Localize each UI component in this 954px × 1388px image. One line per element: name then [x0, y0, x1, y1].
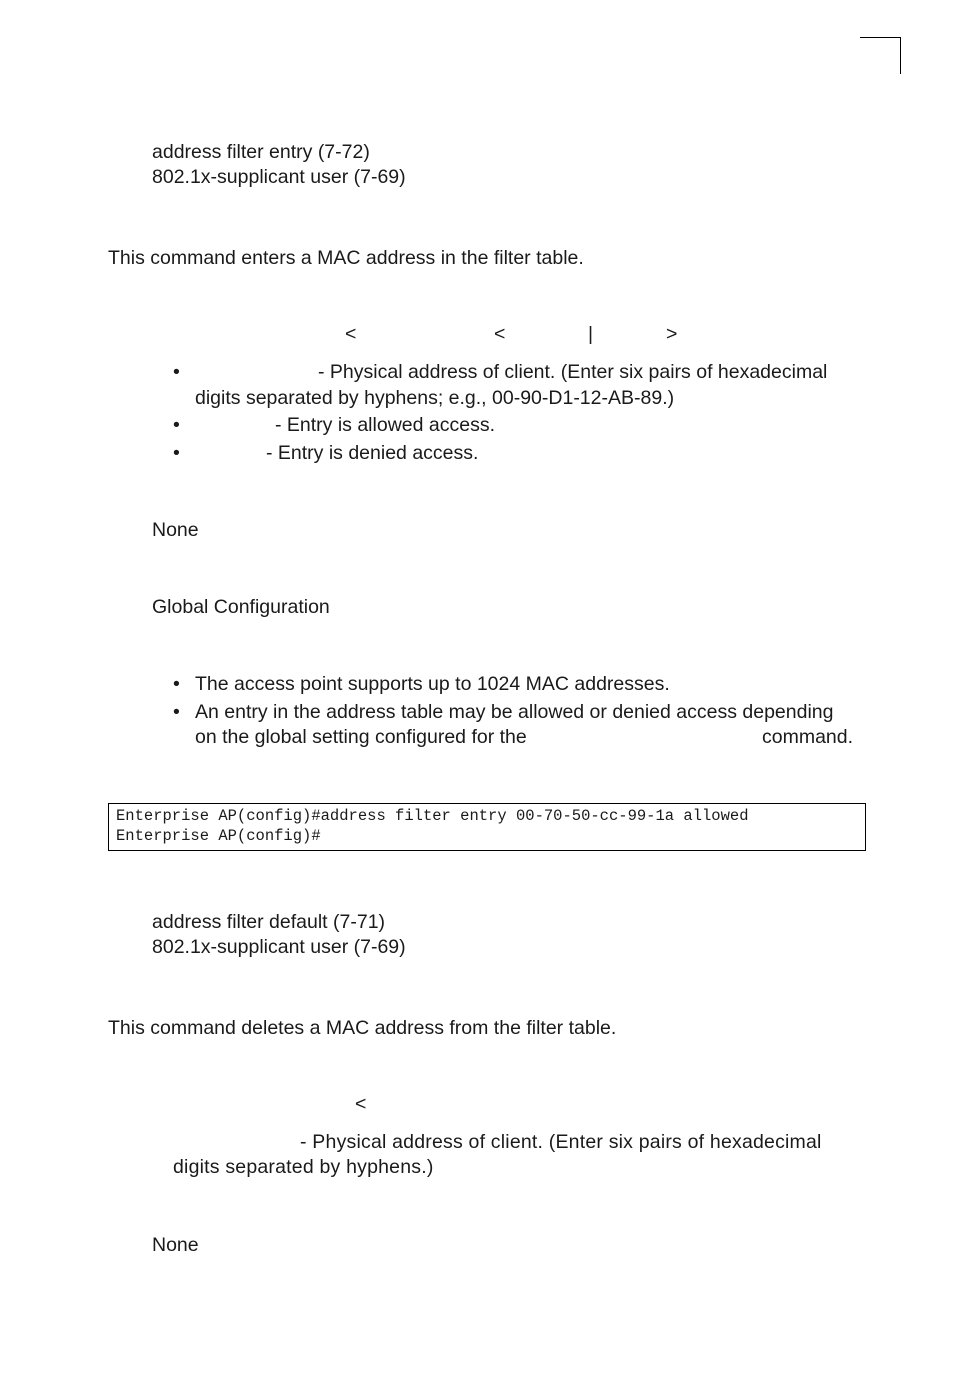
example-code-line: Enterprise AP(config)#address filter entry 00-70-50-cc-99-1a allowed — [116, 807, 749, 825]
bullet: • — [173, 701, 180, 723]
bullet: • — [173, 361, 180, 383]
syntax-pipe-symbol: | — [588, 323, 594, 345]
related-command-link[interactable]: address filter default (7-71) — [152, 911, 386, 933]
syntax-lt-symbol: < — [494, 323, 506, 345]
usage-guideline-continued: on the global setting configured for the — [195, 726, 527, 748]
related-command-link[interactable]: address filter entry (7-72) — [152, 141, 370, 163]
command-mode: Global Configuration — [152, 596, 330, 618]
parameter-description: - Entry is denied access. — [266, 442, 479, 464]
command-description: This command deletes a MAC address from the filter table. — [108, 1017, 617, 1039]
syntax-lt-symbol: < — [355, 1093, 367, 1115]
command-description: This command enters a MAC address in the filter table. — [108, 247, 584, 269]
example-code-line: Enterprise AP(config)# — [116, 827, 321, 845]
page-corner-mark-horizontal — [860, 37, 901, 38]
usage-guideline-continued: command. — [762, 726, 854, 748]
parameter-description: - Physical address of client. (Enter six pairs of hexadecimal — [300, 1131, 822, 1153]
related-command-link[interactable]: 802.1x-supplicant user (7-69) — [152, 166, 406, 188]
default-setting: None — [152, 1234, 199, 1256]
page-corner-mark-vertical — [900, 37, 901, 74]
bullet: • — [173, 442, 180, 464]
bullet: • — [173, 414, 180, 436]
parameter-description-continued: digits separated by hyphens.) — [173, 1156, 434, 1178]
syntax-gt-symbol: > — [666, 323, 678, 345]
parameter-description: - Entry is allowed access. — [275, 414, 495, 436]
default-setting: None — [152, 519, 199, 541]
related-command-link[interactable]: 802.1x-supplicant user (7-69) — [152, 936, 406, 958]
usage-guideline: The access point supports up to 1024 MAC addresses. — [195, 673, 670, 695]
syntax-lt-symbol: < — [345, 323, 357, 345]
usage-guideline: An entry in the address table may be allowed or denied access depending — [195, 701, 834, 723]
parameter-description: - Physical address of client. (Enter six pairs of hexadecimal — [318, 361, 828, 383]
bullet: • — [173, 673, 180, 695]
parameter-description-continued: digits separated by hyphens; e.g., 00-90-D1-12-AB-89.) — [195, 387, 675, 409]
